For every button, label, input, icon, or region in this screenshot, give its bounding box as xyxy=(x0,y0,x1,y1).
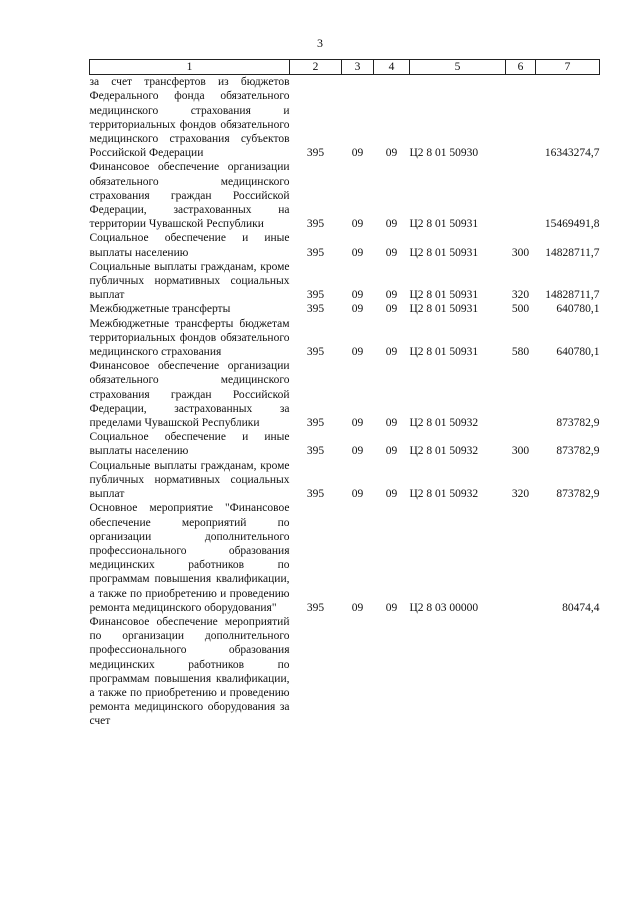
target-article-code: Ц2 8 01 50931 xyxy=(409,289,479,302)
section-code: 09 xyxy=(351,289,364,302)
chapter-code: 395 xyxy=(306,445,325,458)
row-description: Межбюджетные трансферты бюджетам территориальных фондов обязательного медицинского страхования xyxy=(89,317,290,359)
expense-type-code xyxy=(506,501,536,615)
row-description: Финансовое обеспечение организации обязательного медицинского страхования граждан Российской Федерации, застрахованных за пределами Чувашской Республики xyxy=(89,360,290,430)
chapter-code xyxy=(290,615,342,729)
expense-type-code: 300 xyxy=(511,246,530,259)
amount: 873782,9 xyxy=(556,488,600,501)
expense-type-code xyxy=(506,359,536,430)
target-article-code: Ц2 8 01 50931 xyxy=(409,346,479,359)
amount: 873782,9 xyxy=(556,417,600,430)
table-row xyxy=(90,459,600,502)
section-code xyxy=(342,615,374,729)
column-header: 3 xyxy=(342,60,374,75)
chapter-code: 395 xyxy=(306,488,325,501)
expense-type-code xyxy=(506,160,536,231)
section-code: 09 xyxy=(351,218,364,231)
row-description: Социальные выплаты гражданам, кроме публичных нормативных социальных выплат xyxy=(89,459,290,501)
chapter-code: 395 xyxy=(306,147,325,160)
target-article-code: Ц2 8 01 50930 xyxy=(409,147,479,160)
expense-type-code: 320 xyxy=(511,289,530,302)
expense-type-code: 500 xyxy=(511,303,530,316)
row-description: Межбюджетные трансферты xyxy=(89,303,231,316)
subsection-code: 09 xyxy=(385,601,398,614)
column-header: 6 xyxy=(506,60,536,75)
expense-type-code xyxy=(506,615,536,729)
column-header: 4 xyxy=(374,60,410,75)
chapter-code: 395 xyxy=(306,218,325,231)
row-description: Социальное обеспечение и иные выплаты населению xyxy=(89,232,290,259)
row-description: Социальное обеспечение и иные выплаты населению xyxy=(89,431,290,458)
subsection-code: 09 xyxy=(385,289,398,302)
section-code: 09 xyxy=(351,147,364,160)
amount: 640780,1 xyxy=(556,346,600,359)
row-description: Социальные выплаты гражданам, кроме публичных нормативных социальных выплат xyxy=(89,260,290,302)
chapter-code: 395 xyxy=(306,303,325,316)
row-description: за счет трансфертов из бюджетов Федерального фонда обязательного медицинского страхования и территориальных фондов обязательного медицинского страхования субъектов Российской Федерации xyxy=(89,76,290,160)
column-header: 7 xyxy=(536,60,600,75)
column-header: 2 xyxy=(290,60,342,75)
chapter-code: 395 xyxy=(306,289,325,302)
table-row xyxy=(90,160,600,231)
subsection-code: 09 xyxy=(385,417,398,430)
target-article-code: Ц2 8 01 50932 xyxy=(409,445,479,458)
page-number: 3 xyxy=(317,36,323,50)
table-row xyxy=(90,501,600,615)
chapter-code: 395 xyxy=(306,346,325,359)
section-code: 09 xyxy=(351,488,364,501)
expense-type-code: 300 xyxy=(511,445,530,458)
amount xyxy=(536,615,600,729)
target-article-code: Ц2 8 01 50932 xyxy=(409,417,479,430)
table-row xyxy=(90,317,600,360)
section-code: 09 xyxy=(351,601,364,614)
subsection-code: 09 xyxy=(385,246,398,259)
subsection-code: 09 xyxy=(385,346,398,359)
budget-table xyxy=(89,59,600,729)
table-row xyxy=(90,75,600,161)
expense-type-code: 580 xyxy=(511,346,530,359)
amount: 14828711,7 xyxy=(545,246,600,259)
amount: 640780,1 xyxy=(556,303,600,316)
section-code: 09 xyxy=(351,346,364,359)
amount: 14828711,7 xyxy=(545,289,600,302)
target-article-code: Ц2 8 01 50931 xyxy=(409,246,479,259)
subsection-code: 09 xyxy=(385,488,398,501)
target-article-code: Ц2 8 03 00000 xyxy=(409,601,479,614)
target-article-code xyxy=(410,615,506,729)
subsection-code: 09 xyxy=(385,303,398,316)
target-article-code: Ц2 8 01 50931 xyxy=(409,303,479,316)
section-code: 09 xyxy=(351,246,364,259)
subsection-code: 09 xyxy=(385,147,398,160)
chapter-code: 395 xyxy=(306,246,325,259)
column-header: 1 xyxy=(90,60,290,75)
section-code: 09 xyxy=(351,303,364,316)
table-row xyxy=(90,260,600,303)
table-row xyxy=(90,430,600,458)
column-number-header-row xyxy=(90,60,600,75)
target-article-code: Ц2 8 01 50931 xyxy=(409,218,479,231)
subsection-code xyxy=(374,615,410,729)
table-row xyxy=(90,302,600,316)
amount: 80474,4 xyxy=(562,601,600,614)
subsection-code: 09 xyxy=(385,218,398,231)
expense-type-code xyxy=(506,75,536,161)
expense-type-code: 320 xyxy=(511,488,530,501)
subsection-code: 09 xyxy=(385,445,398,458)
table-row xyxy=(90,615,600,729)
amount: 16343274,7 xyxy=(544,147,600,160)
table-row xyxy=(90,231,600,259)
column-header: 5 xyxy=(410,60,506,75)
amount: 873782,9 xyxy=(556,445,600,458)
chapter-code: 395 xyxy=(306,601,325,614)
row-description: Основное мероприятие "Финансовое обеспечение мероприятий по организации дополнительного профессионального образования медицинских работников по программам повышения квалификации, а также по приобретению и проведению ремонта медицинского оборудования" xyxy=(89,502,290,614)
target-article-code: Ц2 8 01 50932 xyxy=(409,488,479,501)
row-description: Финансовое обеспечение мероприятий по организации дополнительного профессионального образования медицинских работников по программам повышения квалификации, а также по приобретению и проведению ремонта медицинского оборудования за счет xyxy=(89,615,290,728)
chapter-code: 395 xyxy=(306,417,325,430)
table-row xyxy=(90,359,600,430)
section-code: 09 xyxy=(351,417,364,430)
row-description: Финансовое обеспечение организации обязательного медицинского страхования граждан Российской Федерации, застрахованных на территории Чувашской Республики xyxy=(89,161,290,231)
section-code: 09 xyxy=(351,445,364,458)
amount: 15469491,8 xyxy=(544,218,600,231)
